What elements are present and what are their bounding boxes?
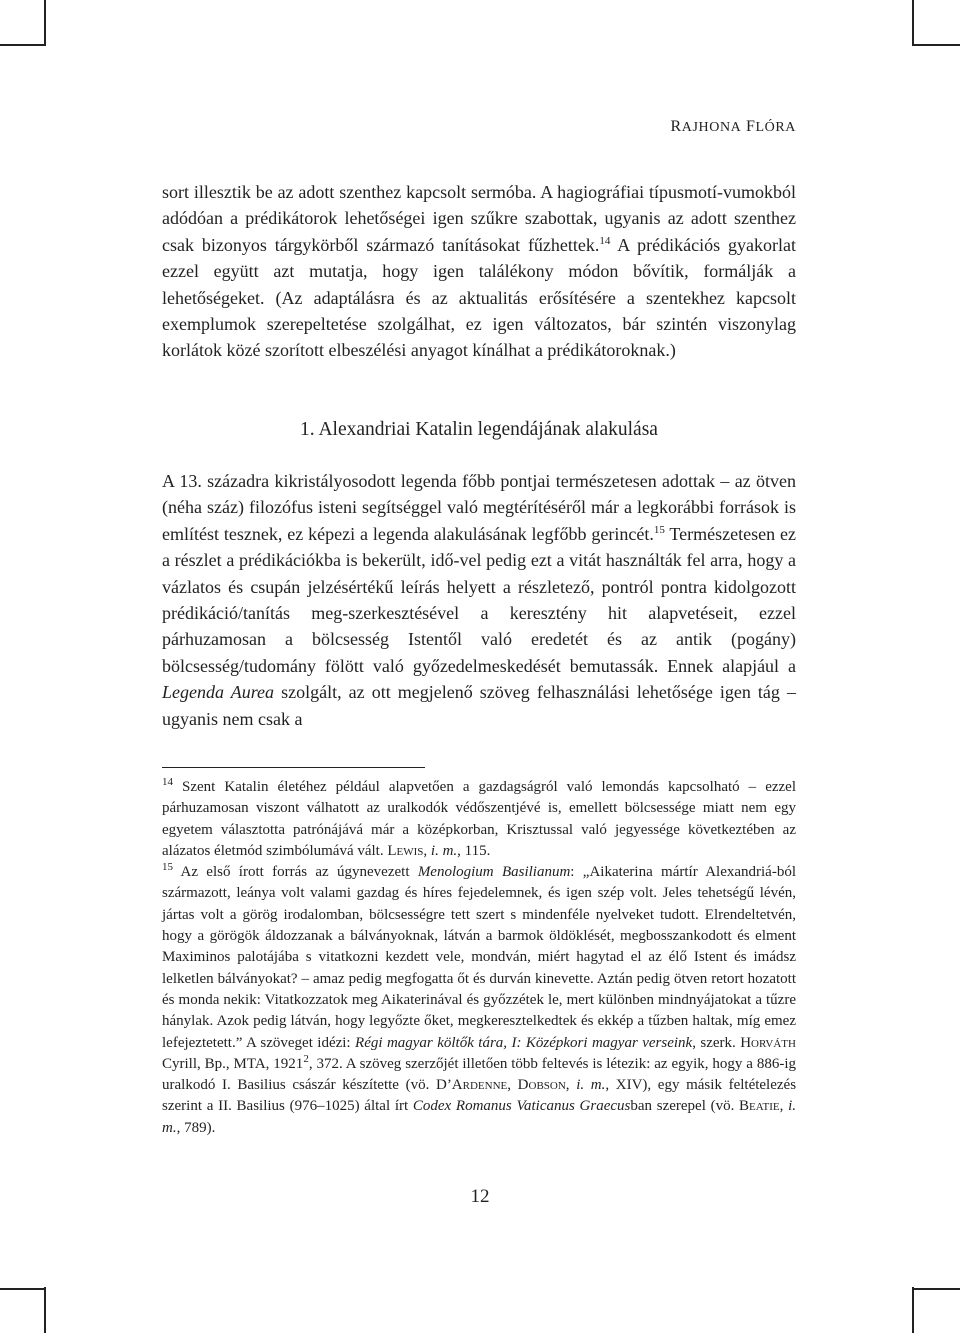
crop-mark (0, 1288, 46, 1290)
running-header: RAJHONA FLÓRA (670, 118, 796, 135)
crop-mark (912, 0, 914, 46)
footnotes (162, 777, 796, 1139)
page-number: 12 (470, 1186, 490, 1207)
footnote-separator (162, 767, 425, 768)
body-paragraph-1: sort illesztik be az adott szenthez kapcsolt sermóba. A hagiográfiai típusmotí-vumokból adódóan a prédikátorok lehetőségei igen szűkre szabottak, ugyanis az adott szenthez csak bizonyos tárgykörből származó tanításokat fűzhettek.$^{14}$ A prédikációs gyakorlat ezzel együtt azt mutatja, hogy igen találékony módon bővítik, formálják a lehetőségeket. (Az adaptálásra és az aktualitás erősítésére a szentekhez kapcsolt exemplumok szerepeltetése szolgálhat, ez igen változatos, bár szintén viszonylag korlátok közé szorított elbeszélési anyagot kínálhat a prédikátoroknak.) (162, 182, 796, 361)
crop-mark (44, 1287, 46, 1333)
footnote-15: $^{15}$ Az első írott forrás az úgynevezett Menologium Basilianum: „Aikaterina mártír Alexandriá-ból származott, leánya volt valami gazdag és híres fejedelemnek, és igen szép volt. Jeles tehetségű lévén, jártas volt a görög irodalomban, bölcsességre tett szert s mindenféle nyelveket tudott. Elrendeltetvén, hogy a görögök áldozzanak a bálványoknak, látván a barmok öldöklését, megbosszankodott és elment Maximinos palotájába s vitatkozni kezdett vele, mondván, miért hagytad el az élő Istent és imádsz lelketlen bálványokat? – amaz pedig megfogatta őt és durván kinevette. Aztán pedig ötven retort hozatott és monda nekik: Vitatkozzatok meg Aikaterinával és győzzétek le, mert különben mindnyájatokat a tűzre hánylak. Azok pedig látván, hogy legyőzte őket, megkeresztelkedtek és ekkép a tűzben haltak, míg emez lefejeztetett.” A szöveget idézi: Régi magyar költők tára, I: Középkori magyar verseink, szerk. Horváth Cyrill, Bp., MTA, 1921$^2$, 372. A szöveg szerzőjét illetően több feltevés is létezik: az egyik, hogy a 886-ig uralkodó I. Basilius császár készítette (vö. D’Ardenne, Dobson, i. m., XIV), egy másik feltételezés szerint a II. Basilius (976–1025) által írt Codex Romanus Vaticanus Graecusban szerepel (vö. Beatie, i. m., 789). (162, 861, 797, 1136)
crop-mark (912, 1287, 914, 1333)
footnote-14: $^{14}$ Szent Katalin életéhez például alapvetően a gazdagságról való lemondás kapcsolható – ezzel párhuzamosan viszont válhatott az uralkodók védőszentjévé is, emellett bölcsessége miatt nem egy egyetem választotta patrónájává már a középkorban, Krisztussal való jegyessége következtében az alázatos életmód szimbólumává vált. Lewis, i. m., 115. (162, 776, 796, 859)
crop-mark (914, 44, 960, 46)
crop-mark (914, 1288, 960, 1290)
footnote-ref-14[interactable]: 14 (599, 234, 611, 247)
footnote-ref-15[interactable]: 15 (653, 523, 665, 536)
body-paragraph-2: A 13. századra kikristályosodott legenda főbb pontjai természetesen adottak – az ötven (néha száz) filozófus isteni segítséggel való megtérítéséről már a legkorábbi források is említést tesznek, ez képezi a legenda alakulásának legfőbb gerincét.$^{15}$ Természetesen ez a részlet a prédikációkba is bekerült, idő-vel pedig ezt a vitát használták fel arra, hogy a vázlatos és csupán jelzésértékű leírás helyett a részletező, pontról pontra kidolgozott prédikáció/tanítás meg-szerkesztésével a keresztény hit alapvetéseit, ezzel párhuzamosan a bölcsesség Istentől való eredetét és az antik (pogány) bölcsesség/tudomány fölött való győzedelmeskedését bemutassák. Ennek alapjául a Legenda Aurea szolgált, az ott megjelenő szöveg felhasználási lehetősége igen tág – ugyanis nem csak a (162, 471, 796, 729)
crop-mark (44, 0, 46, 46)
section-heading: 1. Alexandriai Katalin legendájának alakulása (300, 419, 658, 440)
crop-mark (0, 44, 46, 46)
